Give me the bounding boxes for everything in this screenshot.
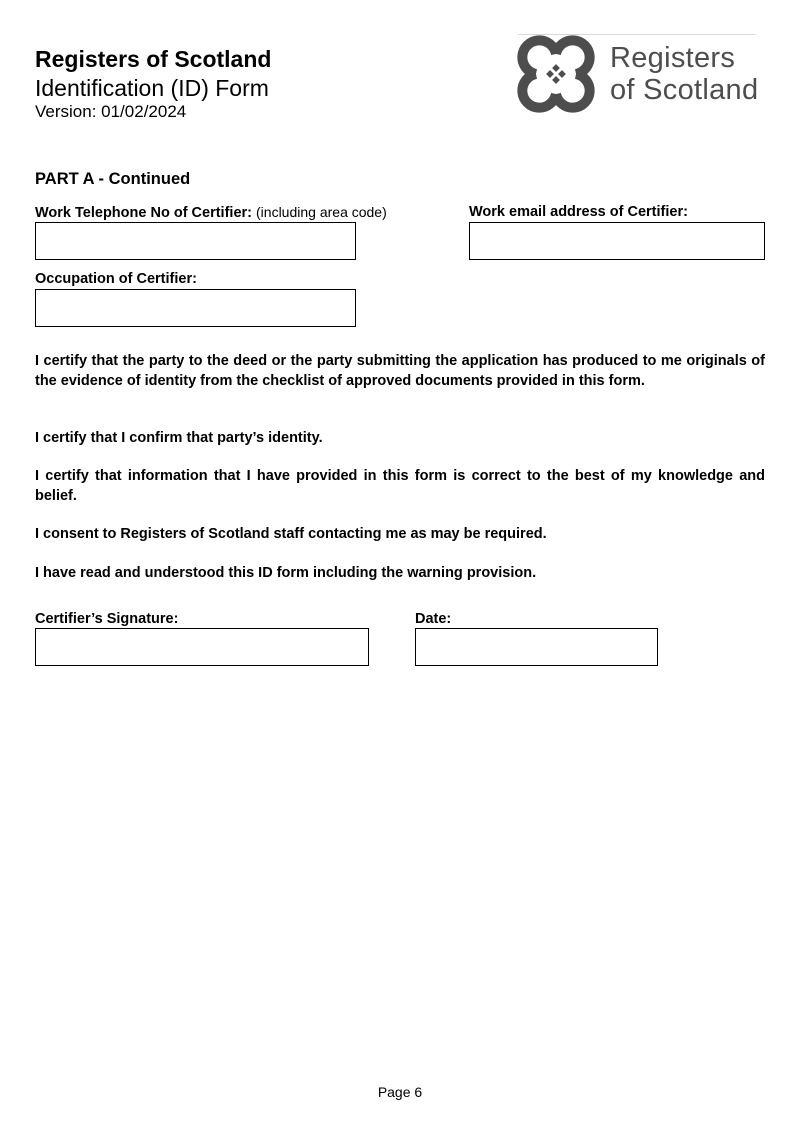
occupation-input[interactable]: [35, 289, 356, 327]
statement-evidence: I certify that the party to the deed or the party submitting the application has produced to me originals of the evidence of identity from the checklist of approved documents provided in this form.: [35, 353, 765, 389]
logo-line-1: Registers: [610, 42, 736, 74]
work-email-label: Work email address of Certifier:: [469, 204, 688, 220]
part-heading: PART A - Continued: [35, 170, 191, 188]
statement-identity: I certify that I confirm that party’s identity.: [35, 430, 323, 446]
logo-wordmark: [610, 42, 758, 106]
page-number: Page 6: [377, 1084, 423, 1100]
occupation-label: Occupation of Certifier:: [35, 271, 197, 287]
document-title: Registers of Scotland: [35, 46, 272, 72]
work-telephone-label: [35, 203, 387, 222]
work-telephone-input[interactable]: [35, 222, 356, 260]
registers-of-scotland-logo-icon: [516, 34, 596, 114]
work-telephone-note: (including area code): [256, 204, 387, 220]
date-label: Date:: [415, 611, 452, 627]
statement-warning: I have read and understood this ID form including the warning provision.: [35, 565, 537, 581]
document-subtitle: Identification (ID) Form: [35, 75, 269, 101]
statement-consent: I consent to Registers of Scotland staff contacting me as may be required.: [35, 526, 547, 542]
statement-information: I certify that information that I have provided in this form is correct to the best of my knowledge and belief.: [35, 468, 765, 504]
logo-line-2: of Scotland: [610, 74, 759, 106]
signature-input[interactable]: [35, 628, 369, 666]
signature-label: Certifier’s Signature:: [35, 611, 179, 627]
work-email-input[interactable]: [469, 222, 765, 260]
date-input[interactable]: [415, 628, 658, 666]
document-version: Version: 01/02/2024: [35, 102, 187, 121]
work-telephone-label-text: Work Telephone No of Certifier:: [35, 205, 252, 221]
